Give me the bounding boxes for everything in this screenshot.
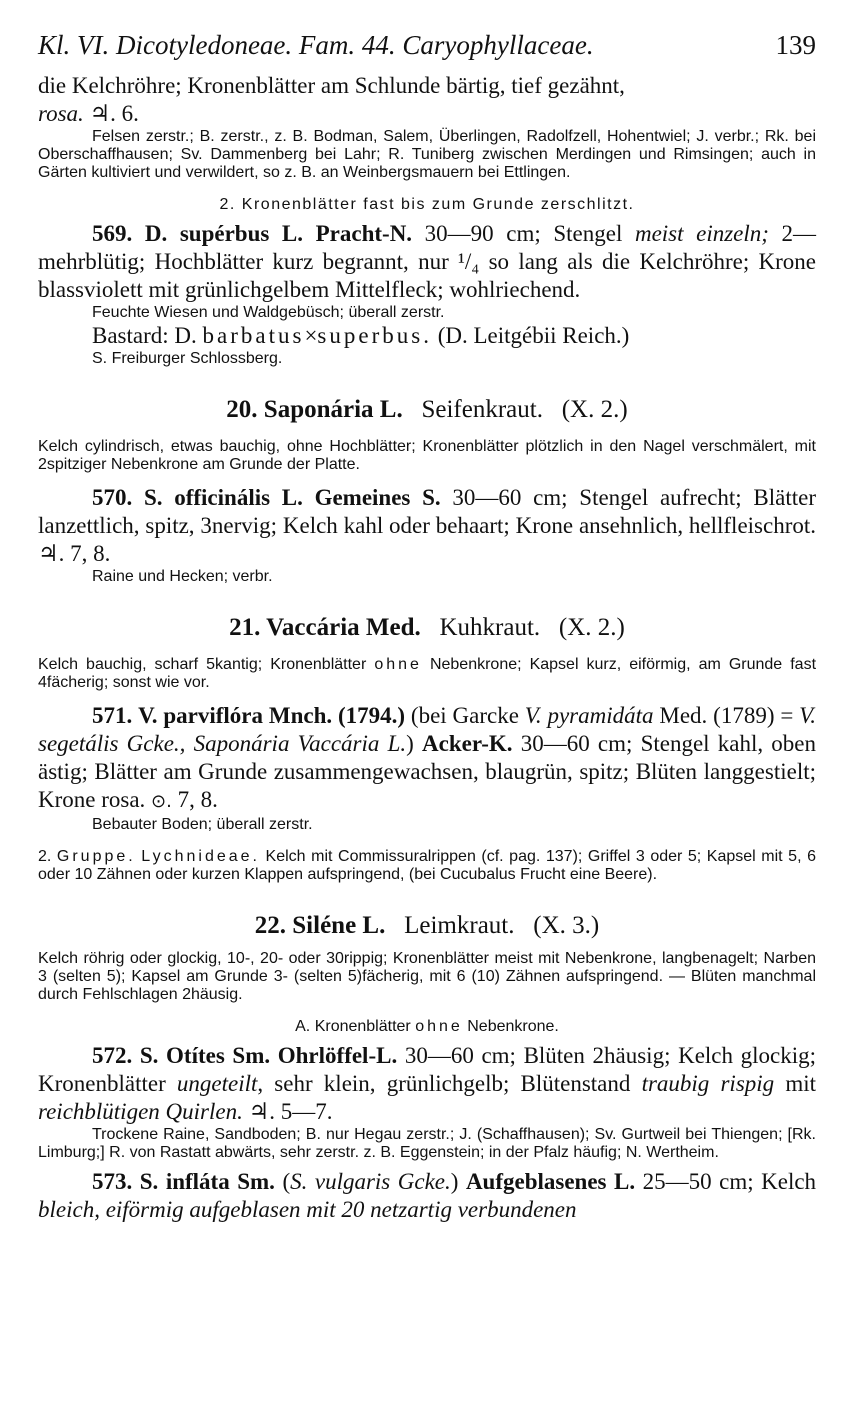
subgroup-a-heading: A. Kronenblätter ohne Nebenkrone. [295, 1018, 559, 1035]
species-569-habitat: Feuchte Wiesen und Waldgebüsch; überall zerstr. [92, 304, 445, 321]
species-572: 572. S. Otítes Sm. Ohrlöffel-L. 30—60 cm; Blüten 2häusig; Kelch glockig; Kronenblätter ungeteilt, sehr klein, grünlichgelb; Blütenstand traubig rispig mit reichblütigen Quirlen. ♃. 5—7. [38, 1043, 817, 1124]
continued-italic: rosa. [38, 101, 84, 126]
hybrid-line: Bastard: D. barbatus×superbus. (D. Leitgébii Reich.) [92, 323, 630, 348]
species-570: 570. S. officinális L. Gemeines S. 30—60 cm; Stengel aufrecht; Blätter lanzettlich, spitz, 3nervig; Kelch kahl oder behaart; Krone ansehnlich, hellfleischrot. ♃. 7, 8. [38, 485, 816, 566]
genus-22-heading: 22. Siléne L. Leimkraut. (X. 3.) [254, 912, 600, 939]
genus-21-description: Kelch bauchig, scharf 5kantig; Kronenblätter ohne Nebenkrone; Kapsel kurz, eiförmig, am Grunde fast 4fächerig; sonst wie vor. [38, 656, 817, 691]
species-571-habitat: Bebauter Boden; überall zerstr. [92, 816, 313, 833]
species-572-habitat: Trockene Raine, Sandboden; B. nur Hegau zerstr.; J. (Schaffhausen); Sv. Gurtweil bei Thiengen; [Rk. Limburg;] R. von Rastatt abwärts, sehr zerstr. z. B. Eggenstein; in der Pfalz häufig; N. Wertheim. [38, 1126, 816, 1161]
species-573: 573. S. infláta Sm. (S. vulgaris Gcke.) Aufgeblasenes L. 25—50 cm; Kelch bleich, eiförmig aufgeblasen mit 20 netzartig verbundenen [38, 1169, 817, 1222]
genus-22-description: Kelch röhrig oder glockig, 10-, 20- oder 30rippig; Kronenblätter meist mit Nebenkrone, langbenagelt; Narben 3 (selten 5); Kapsel am Grunde 3- (selten 5)fächerig, mit 6 (10) Zähnen aufspringend. — Blüten manchmal durch Fehlschlagen 2häusig. [38, 950, 816, 1003]
distribution-note: Felsen zerstr.; B. zerstr., z. B. Bodman, Salem, Überlingen, Radolfzell, Hohentwiel; J. verbr.; Rk. bei Oberschaffhausen; Sv. Dammenberg bei Lahr; R. Tuniberg zwischen Merdingen und Rimsingen; auch in Gärten kultiviert und verwildert, so z. B. an Weinbergsmauern bei Ettlingen. [38, 128, 816, 181]
subgroup-heading: 2. Kronenblätter fast bis zum Grunde zerschlitzt. [219, 196, 635, 213]
group-2-description: 2. Gruppe. Lychnideae. Kelch mit Commissuralrippen (cf. pag. 137); Griffel 3 oder 5; Kapsel mit 5, 6 oder 10 Zähnen oder kurzen Klappen aufspringend, (bei Cucubalus Frucht eine Beere). [38, 848, 816, 883]
running-title: Kl. VI. Dicotyledoneae. Fam. 44. Caryophyllaceae. [38, 30, 594, 60]
continued-rest: ♃. 6. [89, 101, 139, 126]
running-header [38, 30, 816, 72]
species-570-habitat: Raine und Hecken; verbr. [92, 568, 273, 585]
genus-20-heading: 20. Saponária L. Seifenkraut. (X. 2.) [226, 396, 628, 423]
species-569: 569. D. supérbus L. Pracht-N. 30—90 cm; Stengel meist einzeln; 2—mehrblütig; Hochblätter kurz begrannt, nur ¹/₄ so lang als die Kelchröhre; Krone blassviolett mit grünlichgelbem Mittelfleck; wohlriechend. [38, 221, 817, 302]
continued-text: die Kelchröhre; Kronenblätter am Schlunde bärtig, tief gezähnt, [38, 73, 625, 98]
genus-21-heading: 21. Vaccária Med. Kuhkraut. (X. 2.) [229, 614, 625, 641]
species-571: 571. V. parviflóra Mnch. (1794.) (bei Garcke V. pyramidáta Med. (1789) = V. segetális Gcke., Saponária Vaccária L.) Acker-K. 30—60 cm; Stengel kahl, oben ästig; Blätter am Grunde zusammengewachsen, blaugrün, spitz; Blüten langgestielt; Krone rosa. ⊙. 7, 8. [38, 703, 817, 812]
page [38, 30, 816, 1224]
continued-paragraph [38, 72, 816, 128]
hybrid-location: S. Freiburger Schlossberg. [92, 350, 283, 367]
annual-symbol-icon: ⊙. [151, 791, 172, 812]
page-number: 139 [775, 30, 816, 60]
genus-20-description: Kelch cylindrisch, etwas bauchig, ohne Hochblätter; Kronenblätter plötzlich in den Nagel verschmälert, mit 2spitziger Nebenkrone am Grunde der Platte. [38, 438, 816, 473]
